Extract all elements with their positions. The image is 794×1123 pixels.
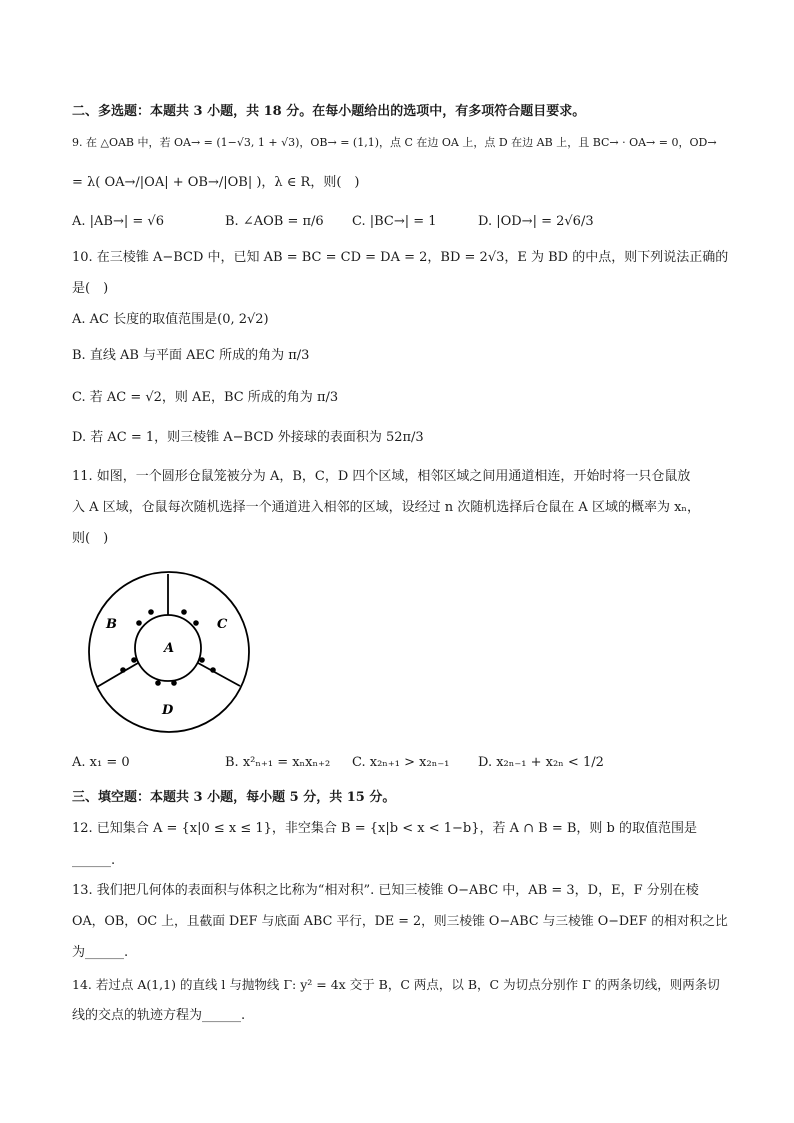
- q11-option-c: C. x₂ₙ₊₁ > x₂ₙ₋₁: [352, 755, 450, 770]
- q13-line3: 为______.: [72, 945, 129, 960]
- region-label-d: D: [162, 703, 174, 718]
- q11-option-d: D. x₂ₙ₋₁ + x₂ₙ < 1/2: [478, 755, 604, 770]
- passage-dot: [199, 657, 205, 663]
- q9-option-a: A. |AB→| = √6: [72, 214, 164, 229]
- q9-line2: = λ( OA→/|OA| + OB→/|OB| )，λ ∈ R，则( ): [72, 175, 360, 190]
- q9-option-d: D. |OD→| = 2√6/3: [478, 214, 594, 229]
- passage-dot: [210, 667, 216, 673]
- q9-line1: 9. 在 △OAB 中，若 OA→ = (1−√3, 1 + √3)，OB→ = (1,1)，点 C 在边 OA 上，点 D 在边 AB 上，且 BC→ · OA→ = 0，OD→: [72, 136, 717, 149]
- q11-line3: 则( ): [72, 531, 109, 546]
- passage-dot: [193, 620, 199, 626]
- passage-dot: [148, 609, 154, 615]
- region-label-b: B: [106, 617, 117, 632]
- region-label-c: C: [217, 617, 228, 632]
- passage-dot: [155, 680, 161, 686]
- q13-line2: OA，OB，OC 上，且截面 DEF 与底面 ABC 平行，DE = 2，则三棱锥 O−ABC 与三棱锥 O−DEF 的相对积之比: [72, 914, 728, 929]
- region-label-a: A: [164, 641, 175, 656]
- passage-dot: [136, 620, 142, 626]
- section3-header: 三、填空题：本题共 3 小题，每小题 5 分，共 15 分。: [72, 790, 396, 805]
- q11-option-b: B. x²ₙ₊₁ = xₙxₙ₊₂: [225, 755, 331, 770]
- q9-option-c: C. |BC→| = 1: [352, 214, 437, 229]
- q10-option-a: A. AC 长度的取值范围是(0, 2√2): [72, 312, 269, 327]
- q12-line2: ______.: [72, 853, 116, 868]
- q10-line2: 是( ): [72, 281, 109, 296]
- divider-left: [97, 663, 138, 687]
- passage-dot: [181, 609, 187, 615]
- q10-option-d: D. 若 AC = 1，则三棱锥 A−BCD 外接球的表面积为 52π/3: [72, 430, 424, 445]
- passage-dot: [171, 680, 177, 686]
- q11-option-a: A. x₁ = 0: [72, 755, 130, 770]
- q14-line2: 线的交点的轨迹方程为______.: [72, 1008, 246, 1023]
- q9-option-b: B. ∠AOB = π/6: [225, 214, 324, 229]
- q10-option-b: B. 直线 AB 与平面 AEC 所成的角为 π/3: [72, 348, 310, 363]
- section2-header: 二、多选题：本题共 3 小题，共 18 分。在每小题给出的选项中，有多项符合题目要求。: [72, 104, 586, 119]
- q13-line1: 13. 我们把几何体的表面积与体积之比称为“相对积”. 已知三棱锥 O−ABC 中，AB = 3，D，E，F 分别在棱: [72, 883, 699, 898]
- q12-line1: 12. 已知集合 A = {x|0 ≤ x ≤ 1}，非空集合 B = {x|b < x < 1−b}，若 A ∩ B = B，则 b 的取值范围是: [72, 821, 698, 836]
- hamster-cage-figure: [80, 568, 260, 734]
- q14-line1: 14. 若过点 A(1,1) 的直线 l 与抛物线 Γ: y² = 4x 交于 B，C 两点，以 B，C 为切点分别作 Γ 的两条切线，则两条切: [72, 977, 720, 992]
- passage-dot: [131, 657, 137, 663]
- q11-line1: 11. 如图，一个圆形仓鼠笼被分为 A，B，C，D 四个区域，相邻区域之间用通道相连，开始时将一只仓鼠放: [72, 469, 691, 484]
- divider-right: [198, 663, 240, 686]
- q10-option-c: C. 若 AC = √2，则 AE，BC 所成的角为 π/3: [72, 390, 339, 405]
- q11-line2: 入 A 区域，仓鼠每次随机选择一个通道进入相邻的区域，设经过 n 次随机选择后仓鼠在 A 区域的概率为 xₙ，: [72, 500, 701, 515]
- passage-dot: [120, 667, 126, 673]
- q10-line1: 10. 在三棱锥 A−BCD 中，已知 AB = BC = CD = DA = 2，BD = 2√3，E 为 BD 的中点，则下列说法正确的: [72, 250, 729, 265]
